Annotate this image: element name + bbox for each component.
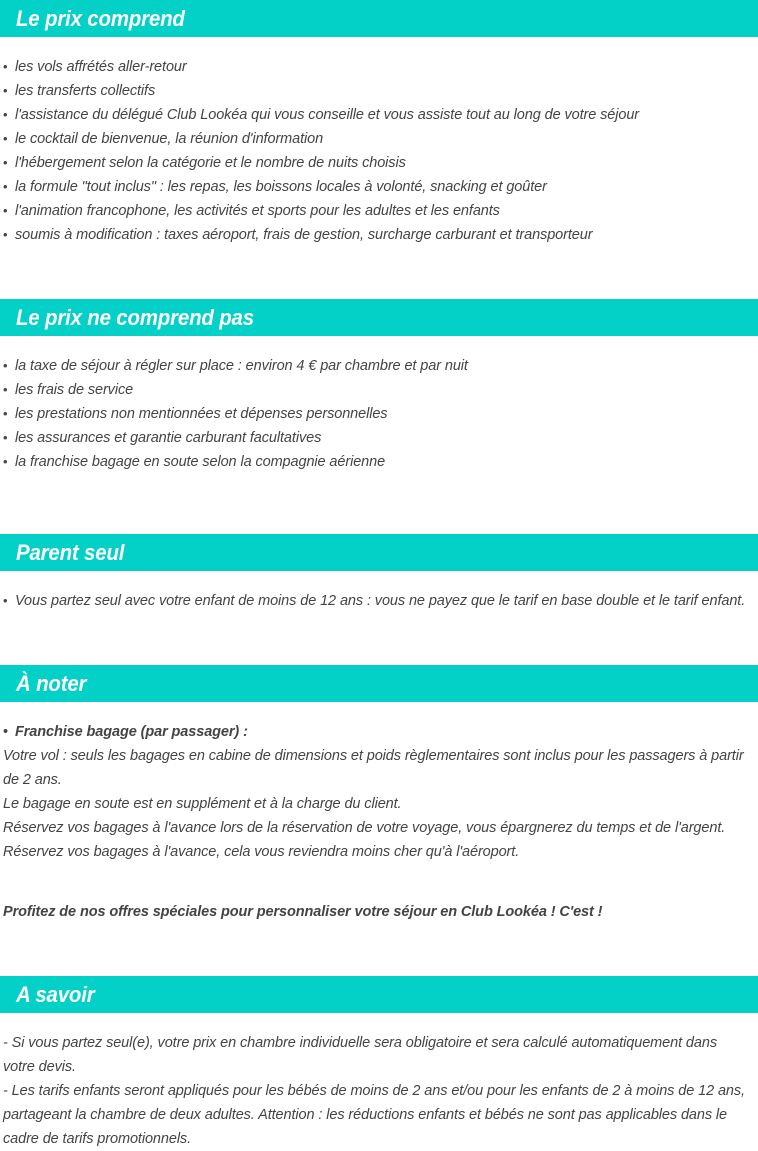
list-item: • les assurances et garantie carburant facultatives (3, 426, 750, 450)
spacer (0, 1013, 758, 1031)
list-item: • la formule "tout inclus" : les repas, les boissons locales à volonté, snacking et goûter (3, 175, 750, 199)
baggage-paragraph: Votre vol : seuls les bagages en cabine de dimensions et poids règlementaires sont inclus pour les passagers à partir de 2 ans. (3, 748, 744, 788)
baggage-paragraph: Le bagage en soute est en supplément et à la charge du client. (3, 796, 402, 812)
section-header-a-savoir (0, 976, 758, 1013)
section-header-le-prix-ne-comprend-pas (0, 299, 758, 336)
spacer (0, 571, 758, 589)
section-title: A savoir (16, 981, 95, 1007)
section-header-parent-seul (0, 534, 758, 571)
spacer (0, 474, 758, 534)
list-item: • Vous partez seul avec votre enfant de moins de 12 ans : vous ne payez que le tarif en base double et le tarif enfant. (3, 589, 750, 613)
list-item: • soumis à modification : taxes aéroport, frais de gestion, surcharge carburant et transporteur (3, 223, 750, 247)
spacer (0, 247, 758, 299)
list-item: • le cocktail de bienvenue, la réunion d'information (3, 127, 750, 151)
baggage-allowance-heading: • Franchise bagage (par passager) : (3, 720, 750, 744)
promo-offer-note: Profitez de nos offres spéciales pour personnaliser votre séjour en Club Lookéa ! C'est ! (3, 904, 603, 920)
list-item: • les vols affrétés aller-retour (3, 55, 750, 79)
list-item: • les prestations non mentionnées et dépenses personnelles (3, 402, 750, 426)
spacer (0, 37, 758, 55)
parent-seul-list (3, 589, 750, 613)
section-title: À noter (16, 670, 87, 696)
list-item: • l'hébergement selon la catégorie et le nombre de nuits choisis (3, 151, 750, 175)
list-item: • la franchise bagage en soute selon la compagnie aérienne (3, 450, 750, 474)
baggage-paragraph: Réservez vos bagages à l'avance, cela vous reviendra moins cher qu'à l'aéroport. (3, 844, 520, 860)
exclusions-list (3, 354, 750, 474)
spacer (0, 702, 758, 720)
section-body-le-prix-ne-comprend-pas (0, 354, 758, 474)
spacer (0, 336, 758, 354)
section-title: Parent seul (16, 539, 125, 565)
list-item: • l'assistance du délégué Club Lookéa qui vous conseille et vous assiste tout au long de votre séjour (3, 103, 750, 127)
inclusions-list (3, 55, 750, 247)
list-item: • les transferts collectifs (3, 79, 750, 103)
spacer (3, 864, 750, 900)
list-item: • la taxe de séjour à régler sur place : environ 4 € par chambre et par nuit (3, 354, 750, 378)
section-body-parent-seul (0, 589, 758, 613)
list-item: • l'animation francophone, les activités et sports pour les adultes et les enfants (3, 199, 750, 223)
notice-paragraph: - Si vous partez seul(e), votre prix en chambre individuelle sera obligatoire et sera calculé automatiquement dans votre devis. (3, 1035, 717, 1075)
baggage-paragraph: Réservez vos bagages à l'avance lors de la réservation de votre voyage, vous épargnerez du temps et de l'argent. (3, 820, 726, 836)
notice-paragraph: - Les tarifs enfants seront appliqués pour les bébés de moins de 2 ans et/ou pour les enfants de 2 à moins de 12 ans, partageant la chambre de deux adultes. Attention : les réductions enfants et bébés ne sont pas applicables dans le cadre de tarifs promotionnels. (3, 1083, 745, 1147)
section-header-a-noter (0, 665, 758, 702)
section-body-le-prix-comprend (0, 55, 758, 247)
list-item: • les frais de service (3, 378, 750, 402)
spacer (0, 613, 758, 665)
section-title: Le prix ne comprend pas (16, 304, 254, 330)
section-header-le-prix-comprend (0, 0, 758, 37)
section-body-a-noter (0, 720, 758, 924)
section-body-a-savoir (0, 1031, 758, 1151)
section-title: Le prix comprend (16, 5, 185, 31)
spacer (0, 924, 758, 976)
